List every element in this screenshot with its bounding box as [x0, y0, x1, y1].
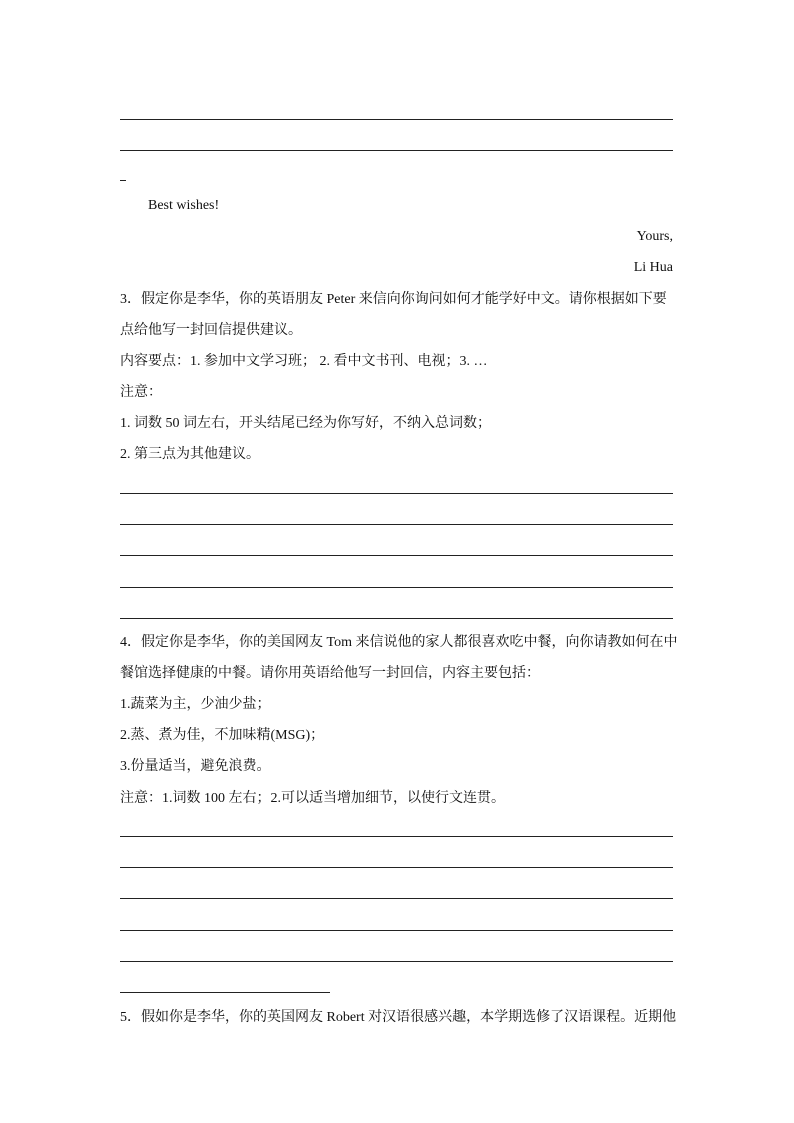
- answer-line: [120, 867, 673, 868]
- answer-line: [120, 898, 673, 899]
- answer-line: [120, 618, 673, 619]
- q4-prompt-line2: 餐馆选择健康的中餐。请你用英语给他写一封回信，内容主要包括：: [120, 666, 540, 681]
- answer-line: [120, 961, 673, 962]
- answer-line: [120, 836, 673, 837]
- q3-points: 内容要点：1. 参加中文学习班； 2. 看中文书刊、电视；3. …: [120, 354, 488, 369]
- q3-note-title: 注意：: [120, 385, 162, 400]
- answer-line: [120, 150, 673, 151]
- short-dash: [120, 180, 126, 181]
- q4-item-2: 2.蒸、煮为佳，不加味精(MSG)；: [120, 728, 325, 743]
- q4-item-1: 1.蔬菜为主，少油少盐；: [120, 697, 271, 712]
- closing-text: Best wishes!: [148, 198, 220, 213]
- signature-name: Li Hua: [633, 260, 673, 275]
- q3-note-2: 2. 第三点为其他建议。: [120, 447, 260, 462]
- footnote-separator: [120, 992, 330, 993]
- answer-line: [120, 493, 673, 494]
- answer-line: [120, 119, 673, 120]
- answer-line: [120, 930, 673, 931]
- q4-note: 注意：1.词数 100 左右；2.可以适当增加细节，以使行文连贯。: [120, 791, 505, 806]
- answer-line: [120, 524, 673, 525]
- answer-line: [120, 555, 673, 556]
- q3-note-1: 1. 词数 50 词左右，开头结尾已经为你写好，不纳入总词数；: [120, 416, 491, 431]
- answer-line: [120, 587, 673, 588]
- q4-item-3: 3.份量适当，避免浪费。: [120, 759, 271, 774]
- q3-prompt-line1: 3．假定你是李华，你的英语朋友 Peter 来信向你询问如何才能学好中文。请你根据如下要: [120, 292, 667, 307]
- signoff-yours: Yours,: [636, 229, 673, 244]
- q4-prompt-line1: 4．假定你是李华，你的美国网友 Tom 来信说他的家人都很喜欢吃中餐，向你请教如何在中: [120, 635, 678, 650]
- q5-prompt-line1: 5．假如你是李华，你的英国网友 Robert 对汉语很感兴趣，本学期选修了汉语课程。近期他: [120, 1010, 677, 1025]
- q3-prompt-line2: 点给他写一封回信提供建议。: [120, 323, 302, 338]
